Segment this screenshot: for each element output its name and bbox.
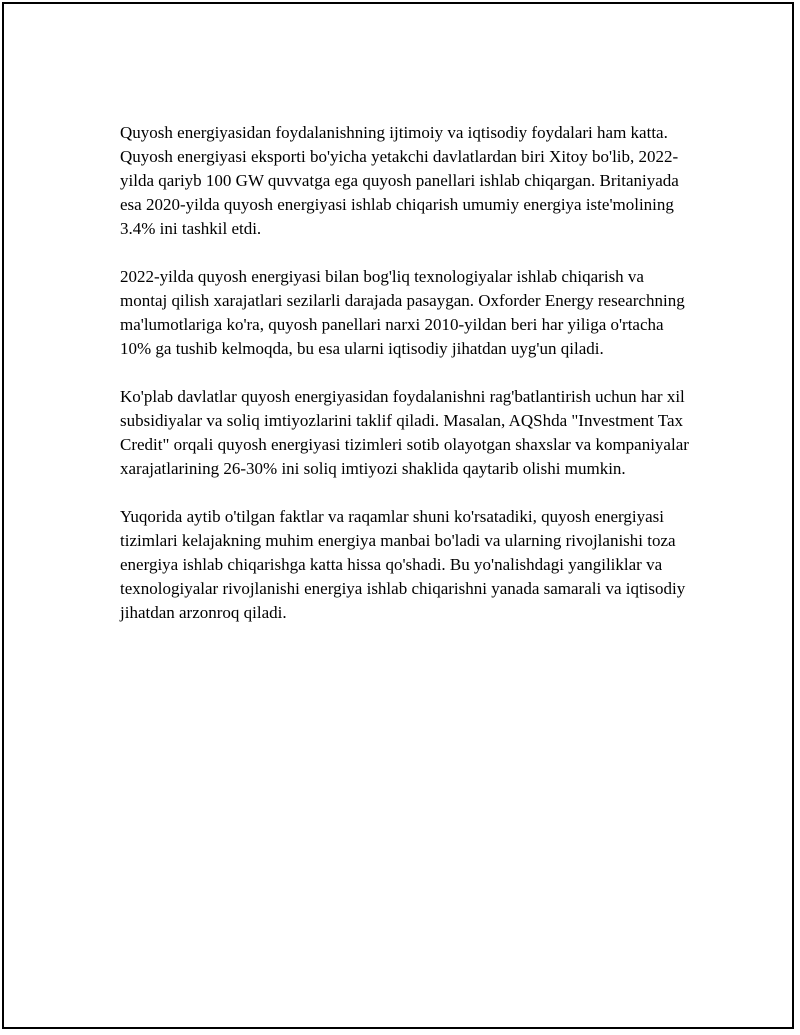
paragraph-1: Quyosh energiyasidan foydalanishning ijtimoiy va iqtisodiy foydalari ham katta. Quyosh energiyasi eksporti bo'yicha yetakchi davlatlardan biri Xitoy bo'lib, 2022-yilda qariyb 100 GW quvvatga ega quyosh panellari ishlab chiqargan. Britaniyada esa 2020-yilda quyosh energiyasi ishlab chiqarish umumiy energiya iste'molining 3.4% ini tashkil etdi. bbox=[120, 123, 679, 238]
paragraph-4: Yuqorida aytib o'tilgan faktlar va raqamlar shuni ko'rsatadiki, quyosh energiyasi tizimlari kelajakning muhim energiya manbai bo'ladi va ularning rivojlanishi toza energiya ishlab chiqarishga katta hissa qo'shadi. Bu yo'nalishdagi yangiliklar va texnologiyalar rivojlanishi energiya ishlab chiqarishni yanada samarali va iqtisodiy jihatdan arzonroq qiladi. bbox=[120, 507, 686, 622]
paragraph-2: 2022-yilda quyosh energiyasi bilan bog'liq texnologiyalar ishlab chiqarish va montaj qilish xarajatlari sezilarli darajada pasaygan. Oxforder Energy researchning ma'lumotlariga ko'ra, quyosh panellari narxi 2010-yildan beri har yiliga o'rtacha 10% ga tushib kelmoqda, bu esa ularni iqtisodiy jihatdan uyg'un qiladi. bbox=[120, 267, 685, 358]
document-page bbox=[2, 2, 794, 1029]
paragraph-3: Ko'plab davlatlar quyosh energiyasidan foydalanishni rag'batlantirish uchun har xil subsidiyalar va soliq imtiyozlarini taklif qiladi. Masalan, AQShda "Investment Tax Credit" orqali quyosh energiyasi tizimleri sotib olayotgan shaxslar va kompaniyalar xarajatlarining 26-30% ini soliq imtiyozi shaklida qaytarib olishi mumkin. bbox=[120, 387, 689, 478]
document-body bbox=[120, 121, 690, 649]
